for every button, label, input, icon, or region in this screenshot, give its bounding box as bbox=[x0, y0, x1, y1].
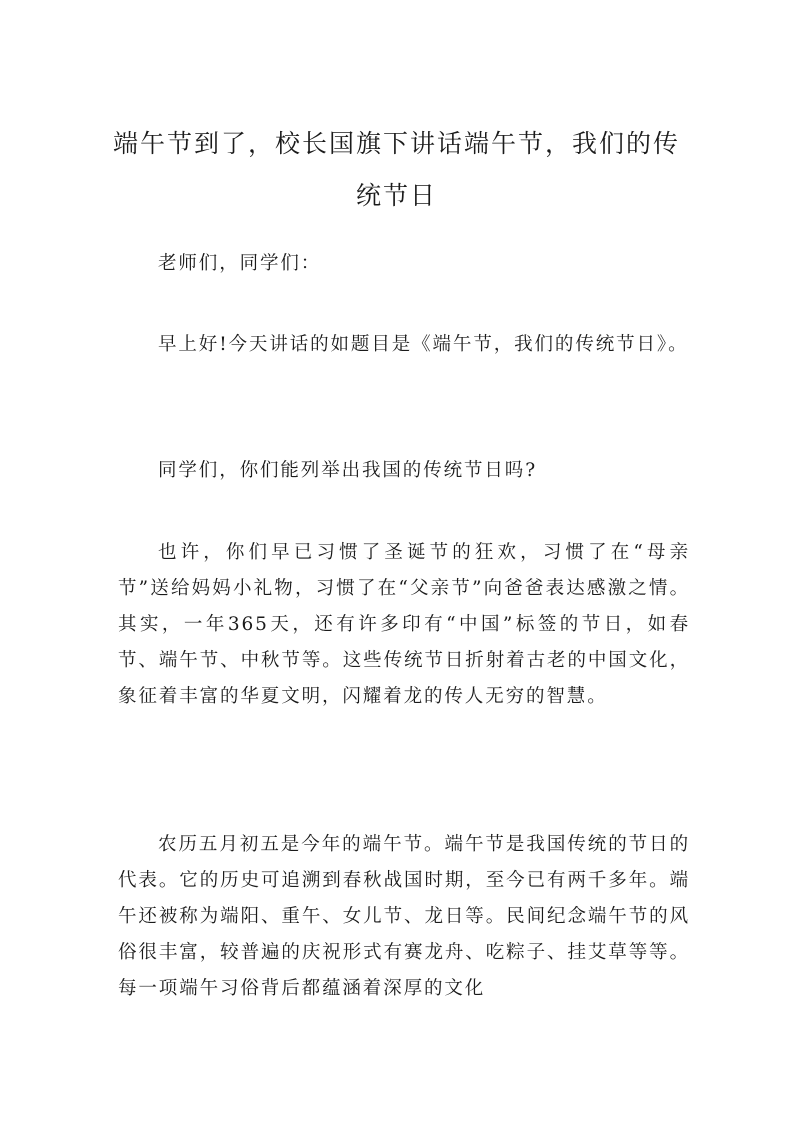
paragraph-traditional-festivals: 也许，你们早已习惯了圣诞节的狂欢，习惯了在“母亲节”送给妈妈小礼物，习惯了在“父亲节”向爸爸表达感激之情。其实，一年365天，还有许多印有“中国”标签的节日，如春节、端午节、中秋节等。这些传统节日折射着古老的中国文化，象征着丰富的华夏文明，闪耀着龙的传人无穷的智慧。 bbox=[118, 542, 690, 707]
paragraph-greeting: 老师们，同学们： bbox=[158, 253, 322, 274]
paragraph-question: 同学们，你们能列举出我国的传统节日吗? bbox=[158, 460, 538, 481]
document-title: 端午节到了，校长国旗下讲话端午节，我们的传统节日 bbox=[112, 129, 680, 210]
paragraph-intro: 早上好!今天讲话的如题目是《端午节，我们的传统节日》。 bbox=[158, 334, 689, 355]
paragraph-dragon-boat-festival: 农历五月初五是今年的端午节。端午节是我国传统的节日的代表。它的历史可追溯到春秋战国时期，至今已有两千多年。端午还被称为端阳、重午、女儿节、龙日等。民间纪念端午节的风俗很丰富，较普遍的庆祝形式有赛龙舟、吃粽子、挂艾草等等。每一项端午习俗背后都蕴涵着深厚的文化 bbox=[118, 834, 690, 999]
